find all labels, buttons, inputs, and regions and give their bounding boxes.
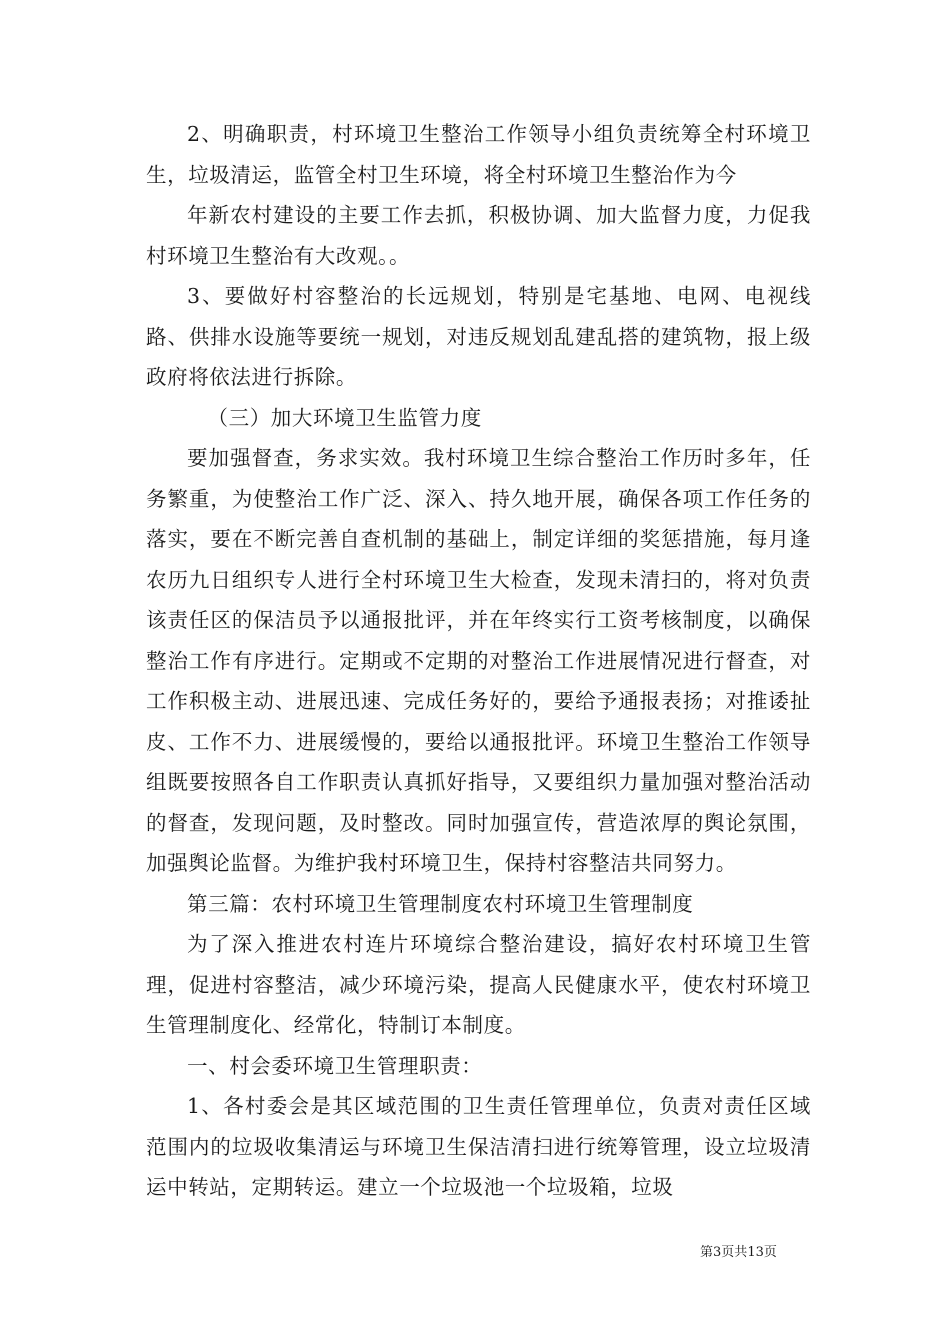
chapter-title-part-three: 第三篇：农村环境卫生管理制度农村环境卫生管理制度 xyxy=(187,891,694,916)
footer-suffix: 页 xyxy=(763,1245,777,1260)
footer-middle: 页共 xyxy=(721,1245,748,1260)
section-heading-village-duties: 一、村会委环境卫生管理职责： xyxy=(187,1053,483,1078)
section-heading-supervision: （三）加大环境卫生监管力度 xyxy=(207,405,482,430)
paragraph-long-term-planning: 3、要做好村容整治的长远规划，特别是宅基地、电网、电视线路、供排水设施等要统一规划，对违反规划乱建乱搭的建筑物，报上级政府将依法进行拆除。 xyxy=(146,284,811,389)
footer-current-page: 3 xyxy=(713,1245,722,1260)
paragraph-supervision-details: 要加强督查，务求实效。我村环境卫生综合整治工作历时多年，任务繁重，为使整治工作广泛、深入、持久地开展，确保各项工作任务的落实，要在不断完善自查机制的基础上，制定详细的奖惩措施，每月逢农历九日组织专人进行全村环境卫生大检查，发现未清扫的，将对负责该责任区的保洁员予以通报批评，并在年终实行工资考核制度，以确保整治工作有序进行。定期或不定期的对整治工作进展情况进行督查，对工作积极主动、进展迅速、完成任务好的，要给予通报表扬；对推诿扯皮、工作不力、进展缓慢的，要给以通报批评。环境卫生整治工作领导组既要按照各自工作职责认真抓好指导，又要组织力量加强对整治活动的督查，发现问题，及时整改。同时加强宣传，营造浓厚的舆论氛围，加强舆论监督。为维护我村环境卫生，保持村容整洁共同努力。 xyxy=(146,446,811,875)
paragraph-village-committee-duties: 1、各村委会是其区域范围的卫生责任管理单位，负责对责任区域范围内的垃圾收集清运与环境卫生保洁清扫进行统筹管理，设立垃圾清运中转站，定期转运。建立一个垃圾池一个垃圾箱，垃圾 xyxy=(146,1094,811,1199)
footer-total-pages: 13 xyxy=(747,1245,764,1260)
document-body xyxy=(146,114,811,1208)
paragraph-purpose: 为了深入推进农村连片环境综合整治建设，搞好农村环境卫生管理，促进村容整洁，减少环境污染，提高人民健康水平，使农村环境卫生管理制度化、经常化，特制订本制度。 xyxy=(146,932,811,1037)
footer-prefix: 第 xyxy=(700,1245,714,1260)
paragraph-new-rural-construction: 年新农村建设的主要工作去抓，积极协调、加大监督力度，力促我村环境卫生整治有大改观。。 xyxy=(146,203,811,268)
paragraph-responsibilities: 2、明确职责，村环境卫生整治工作领导小组负责统筹全村环境卫生，垃圾清运，监管全村卫生环境，将全村环境卫生整治作为今 xyxy=(146,122,811,187)
page-number-footer xyxy=(700,1244,850,1262)
